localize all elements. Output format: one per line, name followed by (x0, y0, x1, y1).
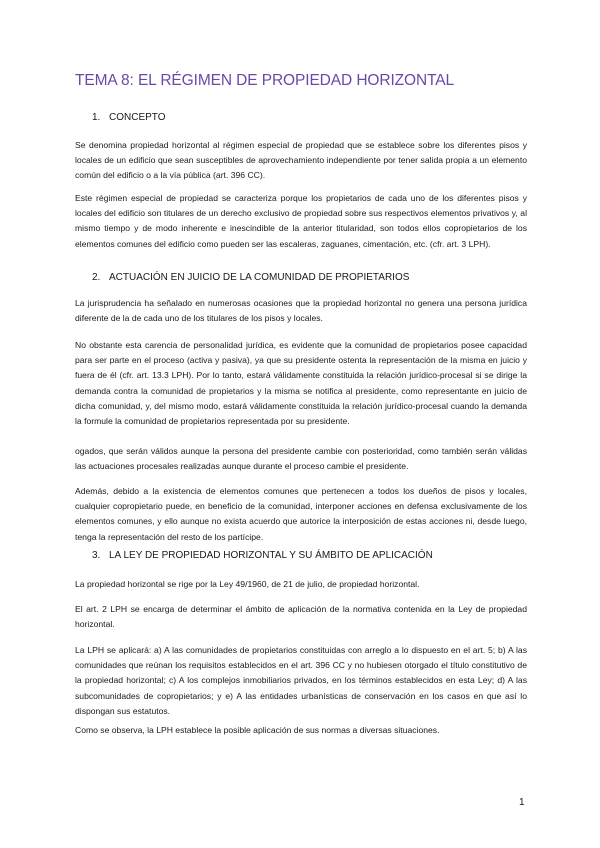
section-2-title: ACTUACIÓN EN JUICIO DE LA COMUNIDAD DE PROPIETARIOS (109, 272, 410, 283)
section-3-paragraph-1: La propiedad horizontal se rige por la Ley 49/1960, de 21 de julio, de propiedad horizontal. (75, 579, 420, 589)
section-1-number: 1. (92, 112, 101, 123)
section-2-heading (92, 272, 409, 283)
section-2-number: 2. (92, 272, 101, 283)
section-3-number: 3. (92, 550, 101, 561)
section-1-paragraph-2: Este régimen especial de propiedad se caracteriza porque los propietarios de cada uno de los diferentes pisos y locales del edificio son titulares de un derecho exclusivo de propiedad sobre sus respectivos elementos privativos y, al mismo tiempo y de modo inherente e inescindible de la anterior titularidad, son todos ellos copropietarios de los elementos comunes del edificio como pueden ser las escaleras, zaguanes, cimentación, etc. (cfr. art. 3 LPH). (75, 193, 527, 249)
section-3-paragraph-2: El art. 2 LPH se encarga de determinar el ámbito de aplicación de la normativa contenida en la Ley de propiedad horizontal. (75, 604, 527, 630)
section-1-heading (92, 112, 166, 123)
section-2-paragraph-1: La jurisprudencia ha señalado en numerosas ocasiones que la propiedad horizontal no genera una persona jurídica diferente de la de cada uno de los titulares de los pisos y locales. (75, 298, 527, 324)
page-number: 1 (519, 797, 525, 808)
section-3-paragraph-4: Como se observa, la LPH establece la posible aplicación de sus normas a diversas situaciones. (75, 725, 440, 735)
section-2-paragraph-3: ogados, que serán válidos aunque la persona del presidente cambie con posterioridad, como también serán válidas las actuaciones procesales realizadas aunque durante el proceso cambie el presidente. (75, 446, 527, 472)
section-2-paragraph-4: Además, debido a la existencia de elementos comunes que pertenecen a todos los dueños de pisos y locales, cualquier copropietario puede, en beneficio de la comunidad, interponer acciones en defensa exclusivamente de los elementos comunes, y ello aunque no exista acuerdo que autorice la interposición de estas acciones ni, desde luego, tenga la representación del resto de los partícipe. (75, 486, 527, 542)
section-1-title: CONCEPTO (109, 112, 166, 123)
section-3-heading (92, 550, 433, 561)
section-3-paragraph-3: La LPH se aplicará: a) A las comunidades de propietarios constituidas con arreglo a lo dispuesto en el art. 5; b) A las comunidades que reúnan los requisitos establecidos en el art. 396 CC y no hubiesen otorgado el título constitutivo de la propiedad horizontal; c) A los complejos inmobiliarios privados, en los términos establecidos en esta Ley; d) A las subcomunidades de copropietarios; y e) A las entidades urbanísticas de conservación en los casos en que así lo dispongan sus estatutos. (75, 645, 527, 716)
section-3-title: LA LEY DE PROPIEDAD HORIZONTAL Y SU ÁMBITO DE APLICACIÓN (109, 550, 433, 561)
section-2-paragraph-2: No obstante esta carencia de personalidad jurídica, es evidente que la comunidad de propietarios posee capacidad para ser parte en el proceso (activa y pasiva), ya que su presidente ostenta la representación de la misma en juicio y fuera de él (cfr. art. 13.3 LPH). Por lo tanto, estará válidamente constituida la relación jurídico-procesal si se dirige la demanda contra la comunidad de propietarios y la misma se notifica al presidente, como representante en juicio de dicha comunidad, y, del mismo modo, estará válidamente constituida la relación jurídico-procesal cuando la demanda la formule la comunidad de propietarios representada por su presidente. (75, 340, 527, 427)
document-title: TEMA 8: EL RÉGIMEN DE PROPIEDAD HORIZONTAL (75, 72, 455, 89)
section-1-paragraph-1: Se denomina propiedad horizontal al régimen especial de propiedad que se establece sobre los diferentes pisos y locales de un edificio que sean susceptibles de aprovechamiento independiente por tener salida propia a un elemento común del edificio o a la vía pública (art. 396 CC). (75, 140, 527, 181)
